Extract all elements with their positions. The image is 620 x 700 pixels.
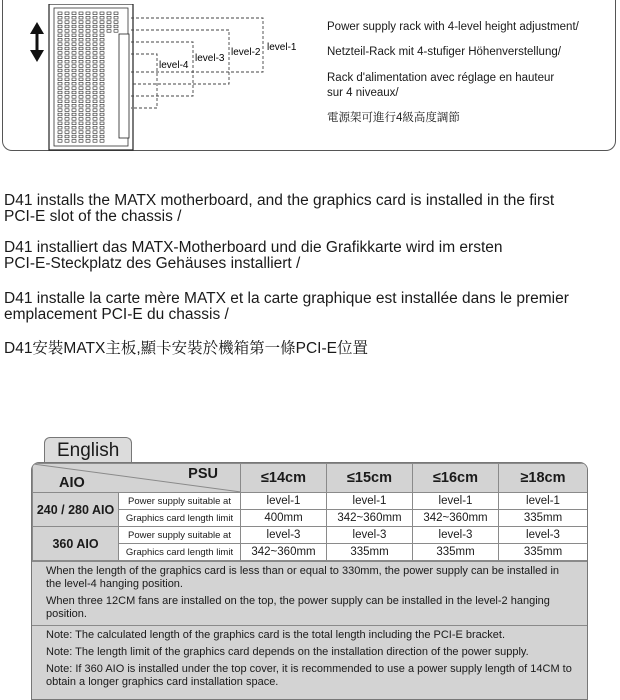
instruction-fr-line-2: emplacement PCI-E du chassis / [4,306,229,323]
instruction-en-line-1: D41 installs the MATX motherboard, and the graphics card is installed in the first [4,192,555,209]
row-label: Graphics card length limit [119,510,241,527]
column-header: ≤14cm [241,464,327,493]
instruction-de-line-2: PCI-E-Steckplatz des Gehäuses installiert / [4,255,301,272]
table-cell: 400mm [241,510,327,527]
psu-rack-en: Power supply rack with 4-level height adjustment/ [327,21,579,33]
instruction-de-line-1: D41 installiert das MATX-Motherboard und die Grafikkarte wird im ersten [4,239,503,256]
psu-rack-panel [2,0,616,151]
table-cell: 342~360mm [241,544,327,561]
level-1-label: level-1 [267,42,297,53]
table-cell: level-3 [327,527,413,544]
psu-rack-fr-2: sur 4 niveaux/ [327,87,399,99]
instruction-fr-line-1: D41 installe la carte mère MATX et la carte graphique est installée dans le premier [4,290,569,307]
double-vertical-arrow-icon [30,22,44,62]
row-label: Power supply suitable at [119,493,241,510]
table-cell: level-3 [413,527,499,544]
table-cell: level-3 [499,527,588,544]
table-cell: level-3 [241,527,327,544]
table-cell: 342~360mm [413,510,499,527]
table-cell: 335mm [327,544,413,561]
info-text: When the length of the graphics card is less than or equal to 330mm, the power supply can be installed in the level-4 hanging position. [46,565,560,590]
compatibility-table [32,463,588,561]
compatibility-table-panel [31,462,588,700]
instruction-en-line-2: PCI-E slot of the chassis / [4,208,182,225]
table-cell: level-1 [241,493,327,510]
row-label: Graphics card length limit [119,544,241,561]
psu-header: PSU [188,466,218,482]
aio-group-240-280: 240 / 280 AIO [33,493,119,527]
table-cell: level-1 [413,493,499,510]
table-cell: level-1 [327,493,413,510]
instruction-zh: D41安裝MATX主板,顯卡安裝於機箱第一條PCI-E位置 [4,340,368,357]
installation-info [32,561,587,625]
psu-rack-diagram [23,4,313,152]
table-row [33,527,588,544]
level-4-outline [131,54,157,108]
column-header: ≤16cm [413,464,499,493]
aio-header: AIO [59,475,85,491]
level-4-label: level-4 [159,60,189,71]
table-cell: level-1 [499,493,588,510]
level-3-label: level-3 [195,53,225,64]
psu-rack-de: Netzteil-Rack mit 4-stufiger Höhenverstellung/ [327,46,561,58]
level-2-label: level-2 [231,47,261,58]
table-row [33,493,588,510]
psu-rack-fr-1: Rack d'alimentation avec réglage en hauteur [327,72,555,84]
table-cell: 335mm [499,544,588,561]
aio-group-360: 360 AIO [33,527,119,561]
notes-section [32,625,587,700]
table-cell: 335mm [499,510,588,527]
tab-english[interactable]: English [44,437,132,463]
row-label: Power supply suitable at [119,527,241,544]
info-text: When three 12CM fans are installed on the top, the power supply can be installed in the level-2 hanging position. [46,595,550,620]
table-corner-cell [33,464,241,493]
table-cell: 335mm [413,544,499,561]
chassis-panel [49,4,133,150]
note-text: Note: The calculated length of the graphics card is the total length including the PCI-E bracket. [46,629,506,641]
note-text: Note: The length limit of the graphics card depends on the installation direction of the power supply. [46,646,529,658]
note-text: Note: If 360 AIO is installed under the top cover, it is recommended to use a power supply length of 14CM to obtain a longer graphics card installation space. [46,663,572,688]
psu-rack-zh: 電源架可進行4級高度調節 [327,112,460,124]
column-header: ≥18cm [499,464,588,493]
table-cell: 342~360mm [327,510,413,527]
column-header: ≤15cm [327,464,413,493]
